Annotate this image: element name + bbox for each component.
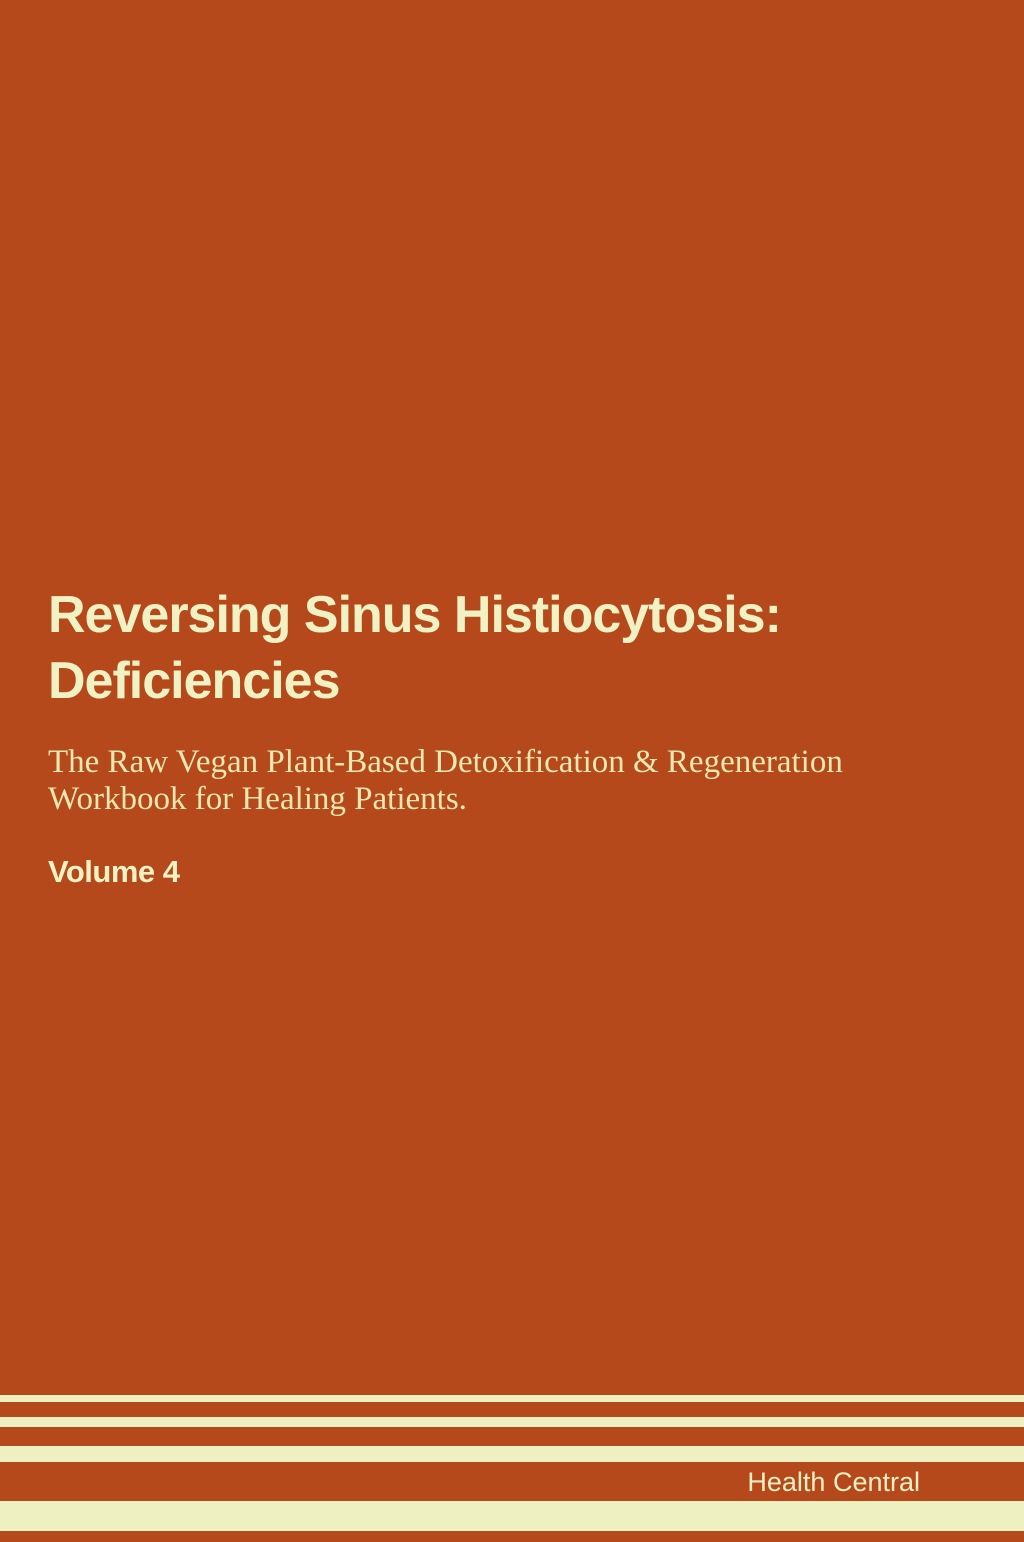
subtitle-line-2: Workbook for Healing Patients. — [48, 781, 467, 817]
title-line-1: Reversing Sinus Histiocytosis: — [48, 586, 781, 644]
title-line-2: Deficiencies — [48, 652, 340, 710]
footer-stripe-2 — [0, 1417, 1024, 1427]
volume-label: Volume 4 — [48, 854, 180, 889]
footer-stripe-4 — [0, 1501, 1024, 1531]
book-title — [48, 582, 994, 714]
footer-stripe-3 — [0, 1446, 1024, 1462]
footer-stripe-1 — [0, 1395, 1024, 1402]
publisher-name: Health Central — [747, 1467, 920, 1497]
subtitle-line-1: The Raw Vegan Plant-Based Detoxification & Regeneration — [48, 744, 843, 780]
book-subtitle — [48, 744, 964, 818]
